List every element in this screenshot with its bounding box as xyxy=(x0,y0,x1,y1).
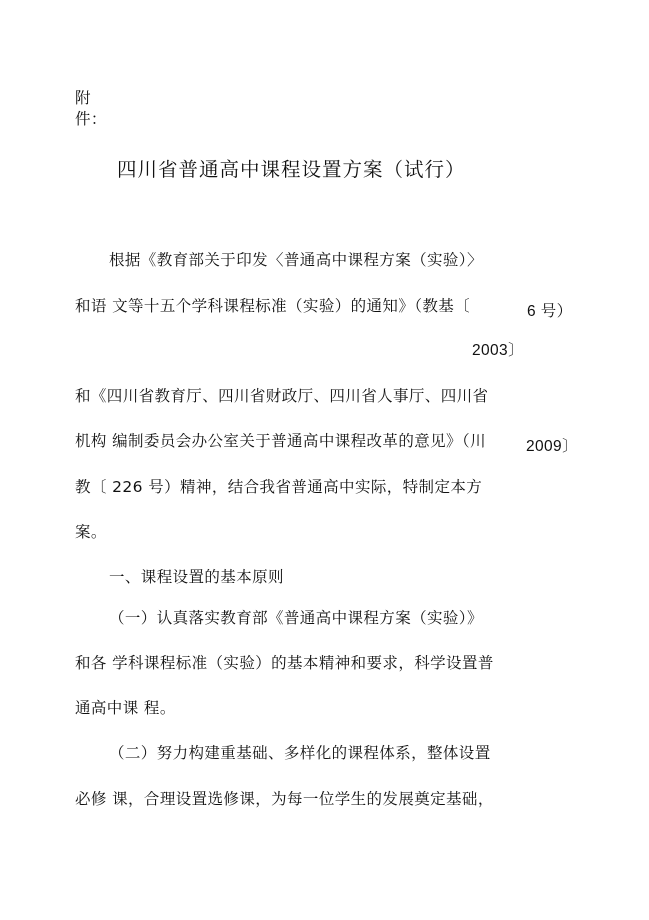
section-1-item-1-line-2: 和各 学科课程标准（实验）的基本精神和要求，科学设置普 xyxy=(75,654,494,672)
section-1-item-1-line-1: （一）认真落实教育部《普通高中课程方案（实验）》 xyxy=(109,609,483,627)
attachment-label-line2: 件： xyxy=(75,110,107,128)
page-title: 四川省普通高中课程设置方案（试行） xyxy=(117,158,466,181)
intro-line-3: 和《四川省教育厅、四川省财政厅、四川省人事厅、四川省 xyxy=(75,387,489,405)
section-1-item-2-line-2: 必修 课，合理设置选修课，为每一位学生的发展奠定基础， xyxy=(75,790,494,808)
section-1-heading: 一、课程设置的基本原则 xyxy=(109,568,284,586)
section-1-item-2-line-1: （二）努力构建重基础、多样化的课程体系，整体设置 xyxy=(109,744,491,762)
attachment-label-line1: 附 xyxy=(75,89,91,107)
intro-line-4: 机构 编制委员会办公室关于普通高中课程改革的意见》（川 xyxy=(75,432,486,450)
intro-line-5: 教〔 226 号）精神，结合我省普通高中实际，特制定本方 xyxy=(75,478,483,496)
intro-line-6: 案。 xyxy=(75,523,107,541)
document-number-2-year: 2009〕 xyxy=(526,438,578,455)
document-number-1-year: 2003〕 xyxy=(472,342,524,359)
document-number-1-number: 6 号） xyxy=(527,303,573,320)
intro-line-2: 和语 文等十五个学科课程标准（实验）的通知》（教基〔 xyxy=(75,297,471,315)
intro-line-1: 根据《教育部关于印发〈普通高中课程方案（实验）〉 xyxy=(109,251,483,269)
section-1-item-1-line-3: 通高中课 程。 xyxy=(75,699,176,717)
